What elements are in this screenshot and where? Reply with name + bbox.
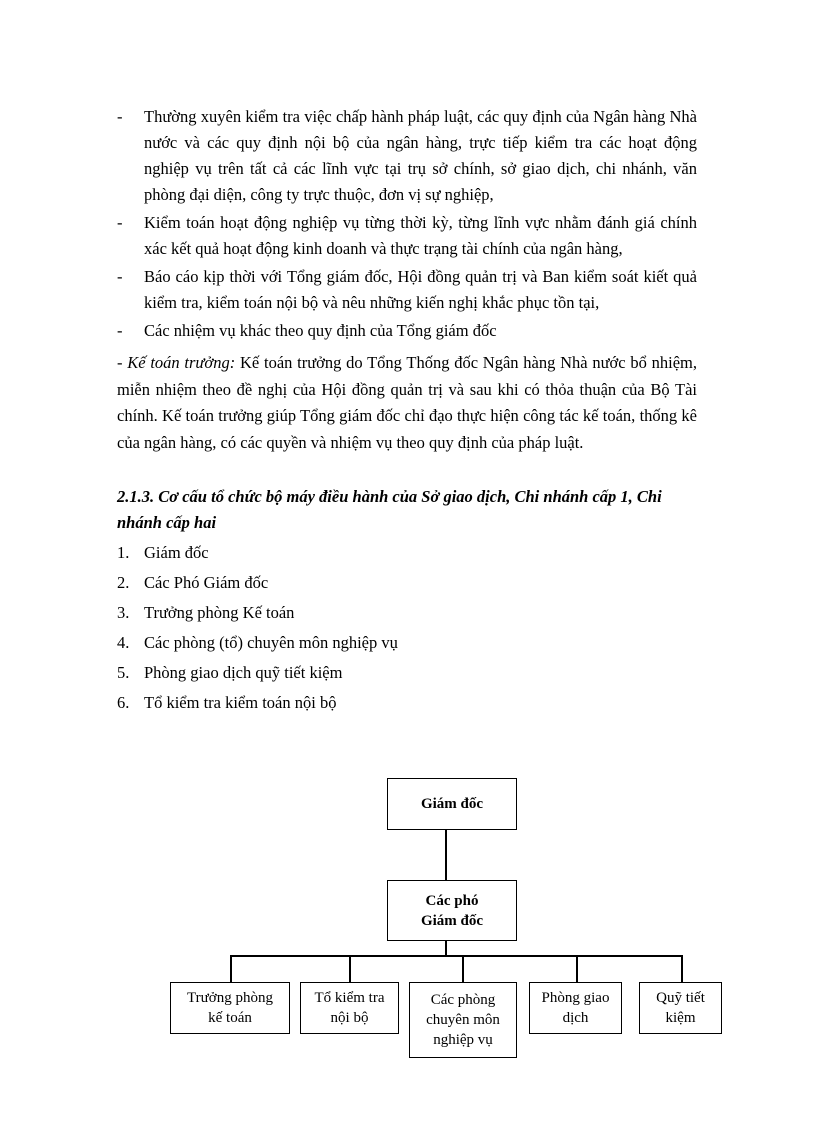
list-text: Các phòng (tổ) chuyên môn nghiệp vụ	[144, 633, 398, 652]
bullet-item	[117, 210, 697, 262]
bullet-marker: -	[117, 321, 123, 340]
unit-label-line1: Phòng giao	[541, 990, 610, 1006]
connector-unit-5	[681, 955, 683, 982]
deputy-directors-box	[387, 880, 517, 941]
deputy-label-line2: Giám đốc	[420, 912, 484, 929]
connector-deputy-bus	[445, 940, 447, 956]
unit-box-transaction-office	[529, 982, 622, 1034]
unit-label-line2: dịch	[562, 1010, 589, 1026]
bullet-marker: -	[117, 107, 123, 126]
unit-box-savings-fund	[639, 982, 722, 1034]
list-item	[117, 688, 697, 718]
list-text: Phòng giao dịch quỹ tiết kiệm	[144, 663, 343, 682]
unit-label-line1: Trưởng phòng	[187, 990, 273, 1006]
paragraph-lead: Kế toán trưởng:	[127, 353, 236, 372]
unit-label-line1: Tổ kiểm tra	[314, 990, 385, 1006]
list-number: 4.	[117, 633, 130, 652]
list-text: Trưởng phòng Kế toán	[144, 603, 295, 622]
bullet-text: Thường xuyên kiểm tra việc chấp hành pháp luật, các quy định của Ngân hàng Nhà nước và các quy định nội bộ của ngân hàng, trực tiếp kiểm tra các hoạt động nghiệp vụ trên tất cả các lĩnh vực tại trụ sở chính, sở giao dịch, chi nhánh, văn phòng đại diện, công ty trực thuộc, đơn vị sự nghiệp,	[144, 107, 697, 204]
bullet-item	[117, 104, 697, 208]
bullet-marker: -	[117, 267, 123, 286]
bullet-text: Kiểm toán hoạt động nghiệp vụ từng thời kỳ, từng lĩnh vực nhằm đánh giá chính xác kết quả hoạt động kinh doanh và thực trạng tài chính của ngân hàng,	[144, 213, 697, 258]
unit-label-line2: chuyên môn	[426, 1012, 500, 1028]
unit-label-line1: Quỹ tiết	[656, 990, 705, 1006]
connector-director-deputy	[445, 829, 447, 880]
list-number: 5.	[117, 663, 130, 682]
responsibility-bullets	[117, 104, 697, 346]
list-text: Các Phó Giám đốc	[144, 573, 269, 592]
director-box	[387, 778, 517, 830]
list-text: Tổ kiểm tra kiểm toán nội bộ	[144, 693, 337, 712]
unit-box-accounting	[170, 982, 290, 1034]
list-item	[117, 538, 697, 568]
list-item	[117, 628, 697, 658]
list-item	[117, 658, 697, 688]
paragraph-prefix: -	[117, 353, 128, 372]
connector-unit-2	[349, 955, 351, 982]
list-number: 1.	[117, 543, 130, 562]
deputy-label-line1: Các phó	[425, 892, 479, 909]
structure-list	[117, 538, 697, 718]
bullet-item	[117, 264, 697, 316]
unit-label-line3: nghiệp vụ	[433, 1032, 493, 1048]
list-number: 3.	[117, 603, 130, 622]
section-heading: 2.1.3. Cơ cấu tổ chức bộ máy điều hành của Sở giao dịch, Chi nhánh cấp 1, Chi nhánh cấp hai	[117, 487, 662, 532]
list-item	[117, 598, 697, 628]
unit-label-line2: kế toán	[208, 1010, 252, 1026]
bullet-text: Báo cáo kịp thời với Tổng giám đốc, Hội đồng quản trị và Ban kiểm soát kiết quả kiểm tra, kiểm toán nội bộ và nêu những kiến nghị khắc phục tồn tại,	[144, 267, 697, 312]
connector-unit-1	[230, 955, 232, 982]
unit-label-line2: kiệm	[665, 1010, 696, 1026]
bullet-item	[117, 318, 697, 344]
unit-box-departments	[409, 982, 517, 1058]
director-label: Giám đốc	[420, 796, 484, 812]
unit-box-audit	[300, 982, 399, 1034]
connector-horizontal-bus	[230, 955, 682, 957]
paragraph-body: Kế toán trưởng do Tổng Thống đốc Ngân hàng Nhà nước bổ nhiệm, miễn nhiệm theo đề nghị của Hội đồng quản trị và sau khi có thỏa thuận của Bộ Tài chính. Kế toán trưởng giúp Tổng giám đốc chỉ đạo thực hiện công tác kế toán, thống kê của ngân hàng, có các quyền và nhiệm vụ theo quy định của pháp luật.	[117, 353, 697, 452]
list-text: Giám đốc	[144, 543, 209, 562]
bullet-text: Các nhiệm vụ khác theo quy định của Tổng giám đốc	[144, 321, 497, 340]
unit-label-line1: Các phòng	[430, 992, 496, 1008]
chief-accountant-paragraph	[117, 350, 697, 456]
unit-label-line2: nội bộ	[330, 1010, 369, 1026]
list-number: 6.	[117, 693, 130, 712]
list-number: 2.	[117, 573, 130, 592]
connector-unit-4	[576, 955, 578, 982]
list-item	[117, 568, 697, 598]
bullet-marker: -	[117, 213, 123, 232]
connector-unit-3	[462, 955, 464, 982]
